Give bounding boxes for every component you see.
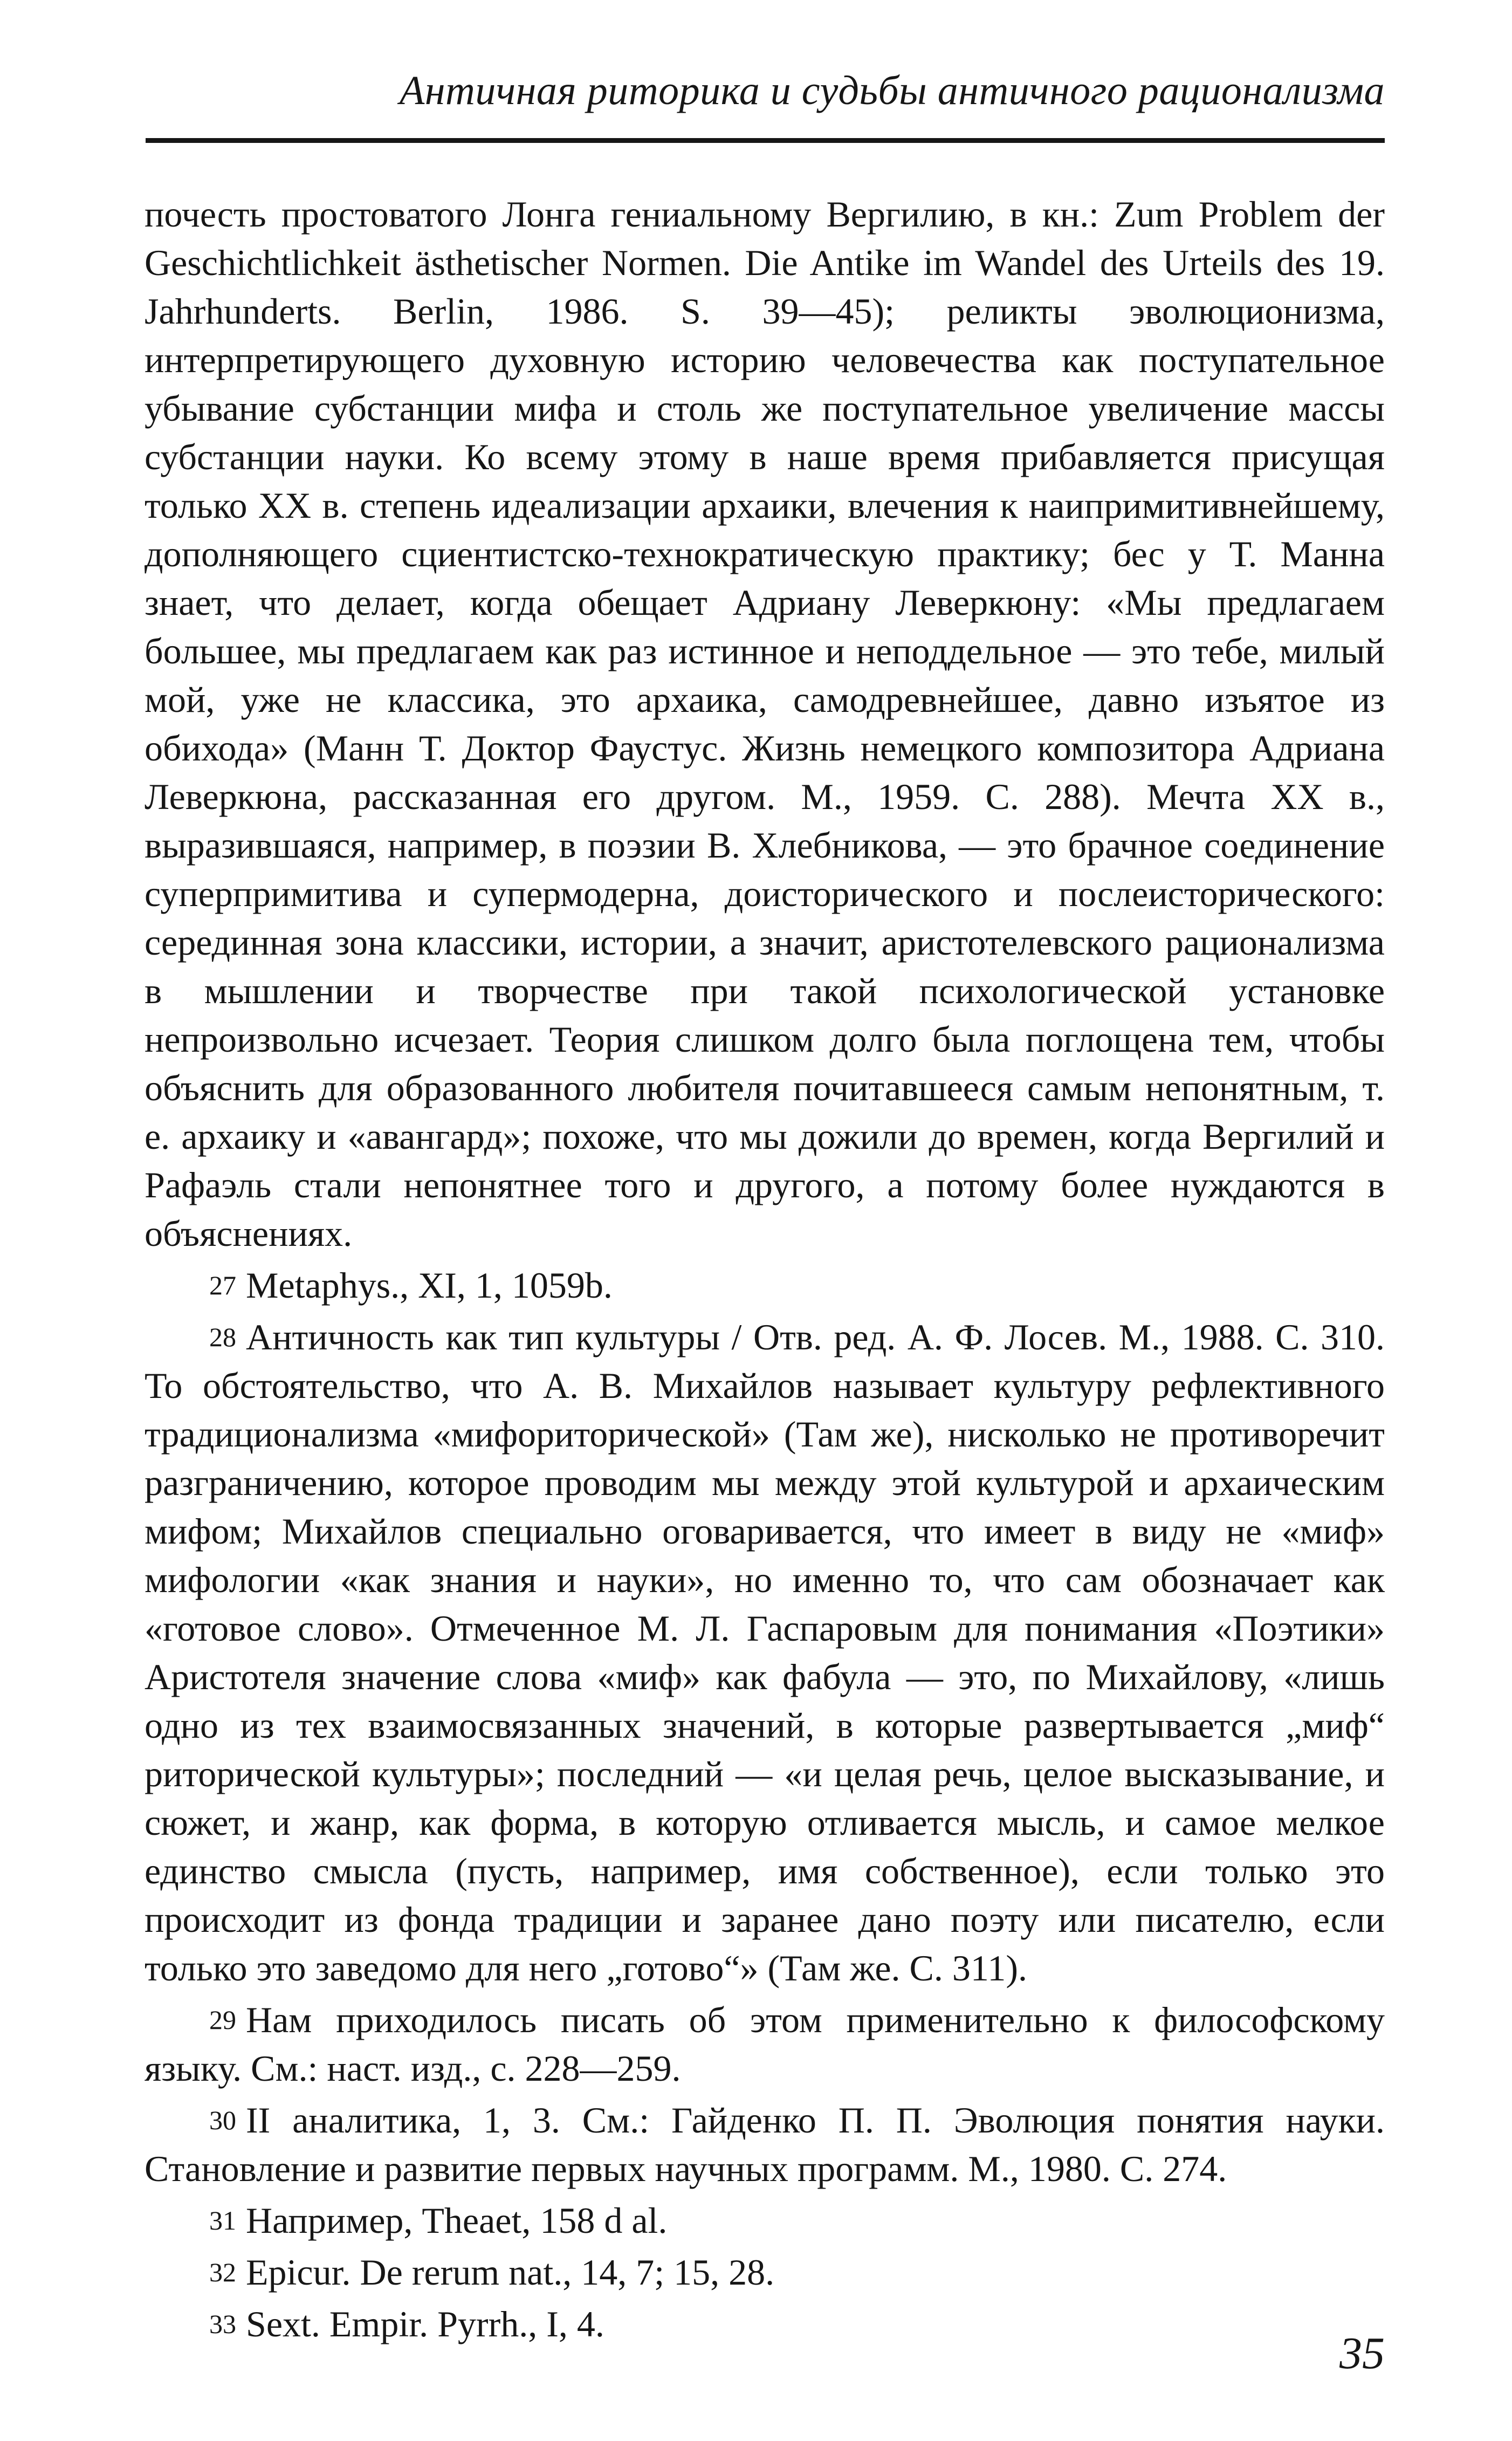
footnote-number: 30 — [209, 2105, 236, 2135]
header-rule — [146, 138, 1385, 143]
footnote-text: Например, Theaet, 158 d al. — [246, 2200, 668, 2241]
footnote-number: 28 — [209, 1322, 236, 1352]
footnote-31 — [145, 2196, 1385, 2245]
page-number: 35 — [1339, 2328, 1385, 2378]
footnote-text: Sext. Empir. Pyrrh., I, 4. — [246, 2303, 604, 2344]
footnote-27 — [145, 1261, 1385, 1309]
footnote-number: 27 — [209, 1270, 236, 1300]
footnote-text: Нам приходилось писать об этом применительно к философскому языку. См.: наст. изд., с. 228—259. — [145, 1999, 1385, 2089]
footnote-number: 33 — [209, 2309, 236, 2339]
running-header: Античная риторика и судьбы античного рационализма — [399, 68, 1385, 113]
footnote-number: 32 — [209, 2257, 236, 2287]
footnote-text: II аналитика, 1, 3. См.: Гайденко П. П. Эволюция понятия науки. Становление и развитие первых научных программ. М., 1980. С. 274. — [145, 2100, 1385, 2189]
notes-body — [145, 190, 1385, 2348]
footnote-number: 31 — [209, 2205, 236, 2236]
footnote-text: Metaphys., XI, 1, 1059b. — [246, 1265, 613, 1306]
footnote-30 — [145, 2096, 1385, 2193]
note-continuation: почесть простоватого Лонга гениальному Вергилию, в кн.: Zum Problem der Geschichtlichkeit ästhetischer Normen. Die Antike im Wandel des Urteils des 19. Jahrhunderts. Berlin, 1986. S. 39—45); реликты эволюционизма, интерпретирующего духовную историю человечества как поступательное убывание субстанции мифа и столь же поступательное увеличение массы субстанции науки. Ко всему этому в наше время прибавляется присущая только XX в. степень идеализации архаики, влечения к наипримитивнейшему, дополняющего сциентистско-технократическую практику; бес у Т. Манна знает, что делает, когда обещает Адриану Леверкюну: «Мы предлагаем большее, мы предлагаем как раз истинное и неподдельное — это тебе, милый мой, уже не классика, это архаика, самодревнейшее, давно изъятое из обихода» (Манн Т. Доктор Фаустус. Жизнь немецкого композитора Адриана Леверкюна, рассказанная его другом. М., 1959. С. 288). Мечта XX в., выразившаяся, например, в поэзии В. Хлебникова, — это брачное соединение суперпримитива и супермодерна, доисторического и послеисторического: серединная зона классики, истории, а значит, аристотелевского рационализма в мышлении и творчестве при такой психологической установке непроизвольно исчезает. Теория слишком долго была поглощена тем, чтобы объяснить для образованного любителя почитавшееся самым непонятным, т. е. архаику и «авангард»; похоже, что мы дожили до времен, когда Вергилий и Рафаэль стали непонятнее того и другого, а потому более нуждаются в объяснениях. — [145, 194, 1385, 1254]
footnote-32 — [145, 2248, 1385, 2296]
footnote-text: Epicur. De rerum nat., 14, 7; 15, 28. — [246, 2252, 775, 2293]
footnote-28 — [145, 1313, 1385, 1992]
footnote-29 — [145, 1996, 1385, 2093]
footnote-text: Античность как тип культуры / Отв. ред. А. Ф. Лосев. М., 1988. С. 310. То обстоятельство, что А. В. Михайлов называет культуру рефлективного традиционализма «мифориторической» (Там же), нисколько не противоречит разграничению, которое проводим мы между этой культурой и архаическим мифом; Михайлов специально оговаривается, что имеет в виду не «миф» мифологии «как знания и науки», но именно то, что сам обозначает как «готовое слово». Отмеченное М. Л. Гаспаровым для понимания «Поэтики» Аристотеля значение слова «миф» как фабула — это, по Михайлову, «лишь одно из тех взаимосвязанных значений, в которые развертывается „миф“ риторической культуры»; последний — «и целая речь, целое высказывание, и сюжет, и жанр, как форма, в которую отливается мысль, и самое мелкое единство смысла (пусть, например, имя собственное), если только это происходит из фонда традиции и заранее дано поэту или писателю, если только это заведомо для него „готово“» (Там же. С. 311). — [145, 1317, 1385, 1989]
footnote-33 — [145, 2300, 1385, 2348]
footnote-number: 29 — [209, 2005, 236, 2035]
